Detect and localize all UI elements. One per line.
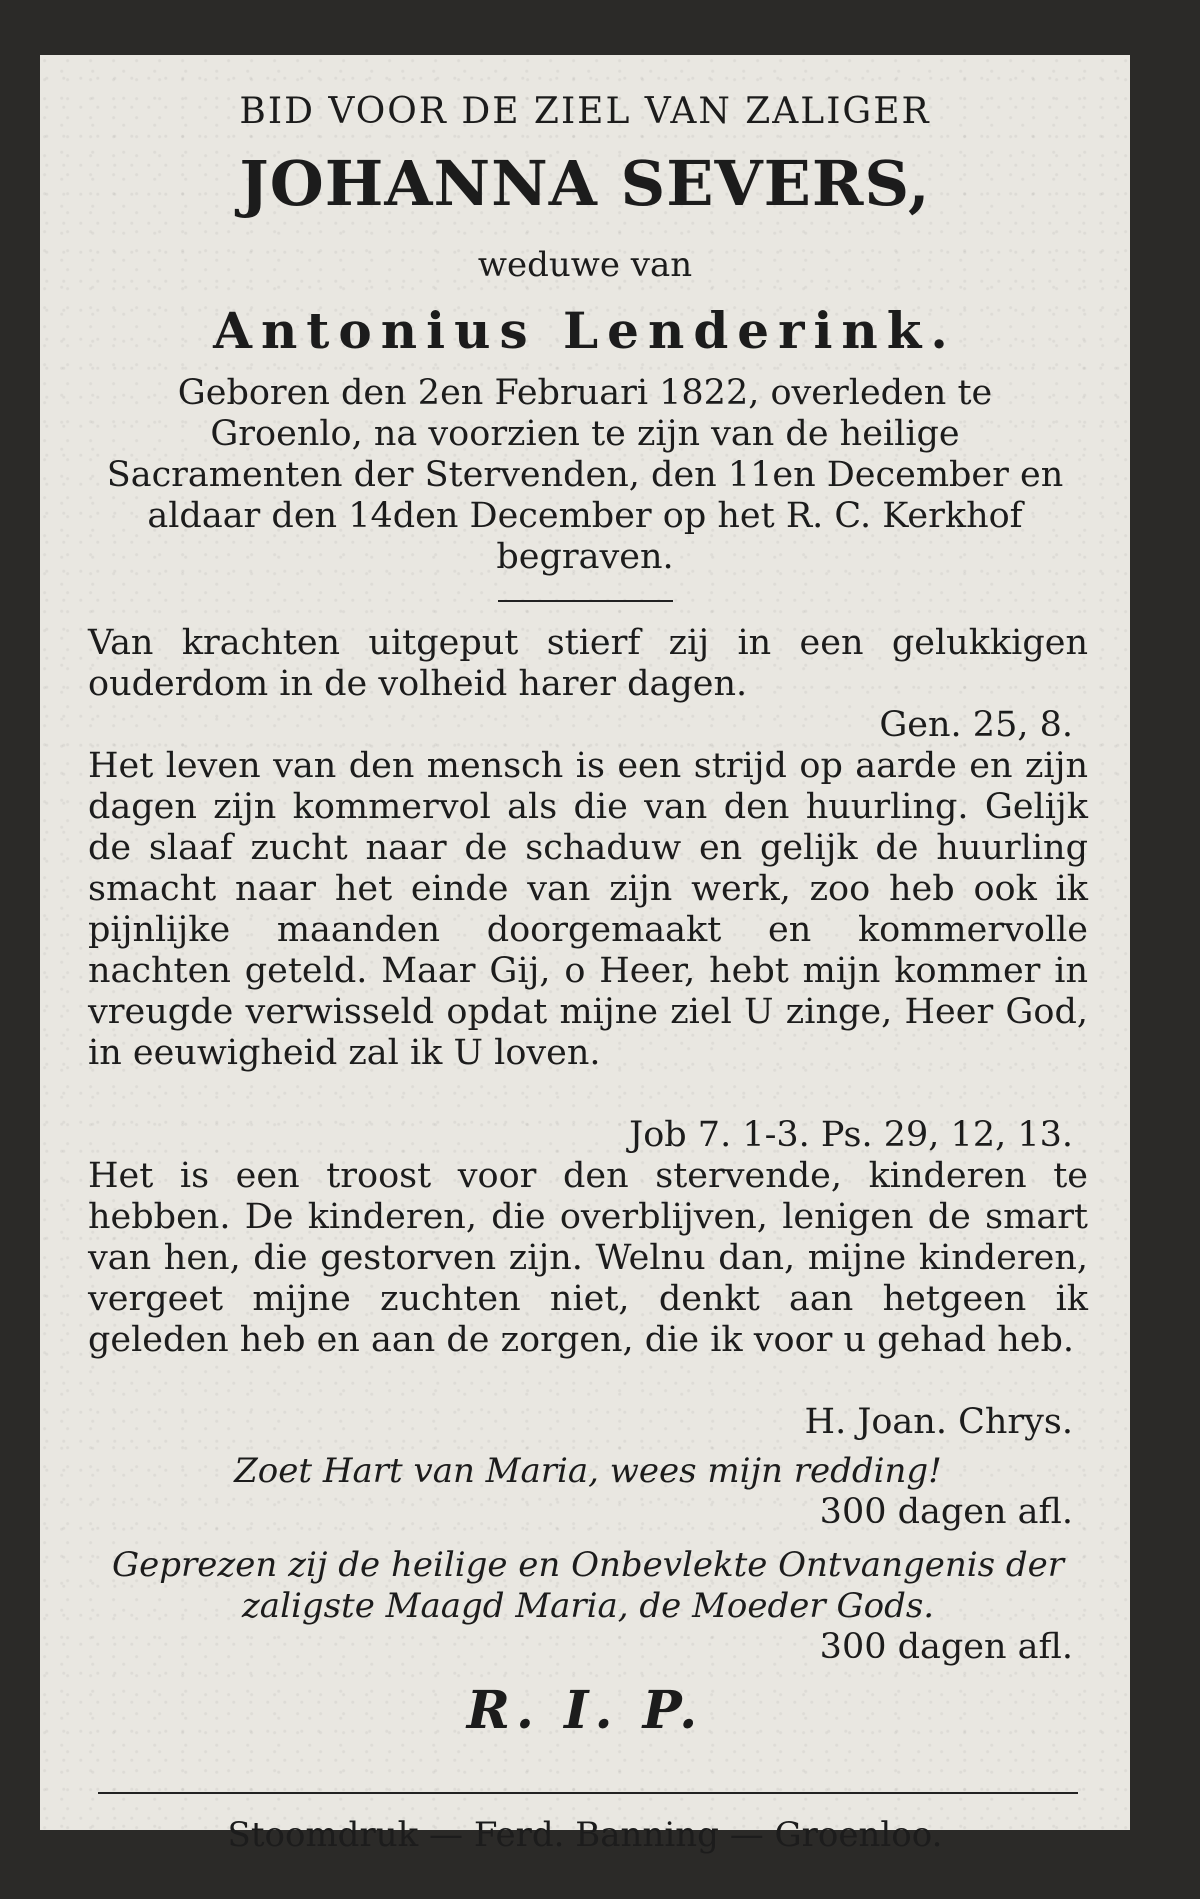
- rip-text: R. I. P.: [466, 1680, 704, 1741]
- reference-1: Gen. 25, 8.: [879, 705, 1073, 745]
- bottom-rule: [98, 1792, 1078, 1794]
- quote-1: Van krachten uitgeput stierf zij in een gelukkigen ouderdom in de volheid harer dagen.: [88, 623, 1088, 704]
- widow-of-label: weduwe van: [477, 245, 693, 285]
- card-header: BID VOOR DE ZIEL VAN ZALIGER: [239, 91, 931, 132]
- prayer-2: Geprezen zij de heilige en Onbevlekte Ontvangenis der zaligste Maagd Maria, de Moeder Gods.: [111, 1545, 1065, 1626]
- indulgence-2: 300 dagen afl.: [819, 1627, 1073, 1667]
- memorial-card: [40, 55, 1130, 1855]
- short-divider: [498, 600, 673, 602]
- birth-death-text: Geboren den 2en Februari 1822, overleden te Groenlo, na voorzien te zijn van de heilige Sacramenten der Stervenden, den 11en December en aldaar den 14den December op het R. C. Kerkhof begraven.: [106, 373, 1064, 577]
- indulgence-1: 300 dagen afl.: [819, 1492, 1073, 1532]
- husband-name: Antonius Lenderink.: [213, 301, 957, 360]
- quote-2: Het leven van den mensch is een strijd op aarde en zijn dagen zijn kommervol als die van den huurling. Gelijk de slaaf zucht naar de schaduw en gelijk de huurling smacht naar het einde van zijn werk, zoo heb ook ik pijnlijke maanden doorgemaakt en kommervolle nachten geteld. Maar Gij, o Heer, hebt mijn kommer in vreugde verwisseld opdat mijne ziel U zinge, Heer God, in eeuwigheid zal ik U loven.: [88, 746, 1088, 1073]
- printer-imprint: Stoomdruk — Ferd. Banning — Groenloo.: [227, 1815, 943, 1855]
- deceased-name: JOHANNA SEVERS,: [239, 147, 931, 220]
- quote-3: Het is een troost voor den stervende, kinderen te hebben. De kinderen, die overblijven, lenigen de smart van hen, die gestorven zijn. Welnu dan, mijne kinderen, vergeet mijne zuchten niet, denkt aan hetgeen ik geleden heb en aan de zorgen, die ik voor u gehad heb.: [88, 1156, 1088, 1360]
- reference-2: Job 7. 1-3. Ps. 29, 12, 13.: [629, 1115, 1073, 1155]
- prayer-1: Zoet Hart van Maria, wees mijn redding!: [234, 1451, 942, 1491]
- reference-3: H. Joan. Chrys.: [804, 1402, 1073, 1442]
